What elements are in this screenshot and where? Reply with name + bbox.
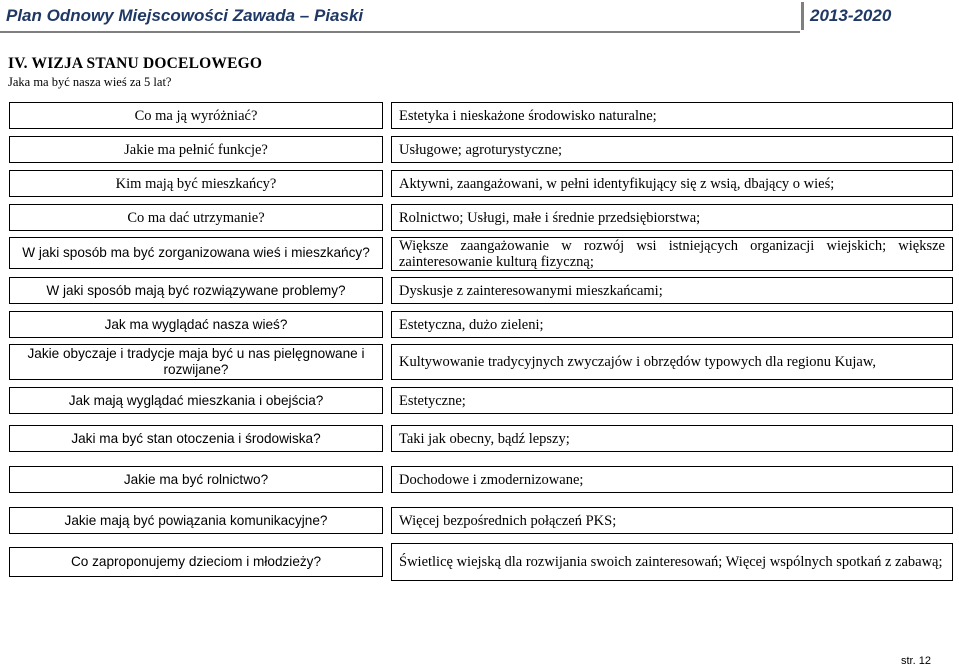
answer-box: Estetyczna, dużo zieleni;	[391, 311, 953, 338]
question-box: Jaki ma być stan otoczenia i środowiska?	[9, 425, 383, 452]
document-years: 2013-2020	[810, 6, 892, 25]
page-header	[0, 0, 959, 32]
answer-box: Świetlicę wiejską dla rozwijania swoich zainteresowań; Więcej wspólnych spotkań z zabawą;	[391, 543, 953, 581]
answer-box: Więcej bezpośrednich połączeń PKS;	[391, 507, 953, 534]
answer-box: Estetyczne;	[391, 387, 953, 414]
answer-box: Kultywowanie tradycyjnych zwyczajów i obrzędów typowych dla regionu Kujaw,	[391, 344, 953, 380]
answer-box: Dochodowe i zmodernizowane;	[391, 466, 953, 493]
question-box: W jaki sposób ma być zorganizowana wieś i mieszkańcy?	[9, 237, 383, 269]
answer-box: Taki jak obecny, bądź lepszy;	[391, 425, 953, 452]
question-box: Jakie ma być rolnictwo?	[9, 466, 383, 493]
question-box: Co ma dać utrzymanie?	[9, 204, 383, 231]
question-box: W jaki sposób mają być rozwiązywane problemy?	[9, 277, 383, 304]
question-box: Co zaproponujemy dzieciom i młodzieży?	[9, 547, 383, 577]
answer-box: Estetyka i nieskażone środowisko naturalne;	[391, 102, 953, 129]
question-box: Kim mają być mieszkańcy?	[9, 170, 383, 197]
answer-box: Aktywni, zaangażowani, w pełni identyfikujący się z wsią, dbający o wieś;	[391, 170, 953, 197]
answer-box: Rolnictwo; Usługi, małe i średnie przedsiębiorstwa;	[391, 204, 953, 231]
header-rule	[0, 31, 800, 33]
answer-box: Dyskusje z zainteresowanymi mieszkańcami;	[391, 277, 953, 304]
question-box: Jakie obyczaje i tradycje maja być u nas pielęgnowane i rozwijane?	[9, 344, 383, 380]
document-title: Plan Odnowy Miejscowości Zawada – Piaski	[6, 6, 364, 25]
section-heading: IV. WIZJA STANU DOCELOWEGO	[8, 55, 263, 72]
question-box: Jak ma wyglądać nasza wieś?	[9, 311, 383, 338]
answer-box: Usługowe; agroturystyczne;	[391, 136, 953, 163]
question-box: Jakie mają być powiązania komunikacyjne?	[9, 507, 383, 534]
question-box: Co ma ją wyróżniać?	[9, 102, 383, 129]
question-box: Jak mają wyglądać mieszkania i obejścia?	[9, 387, 383, 414]
header-divider	[801, 2, 804, 30]
page-number: str. 12	[901, 655, 931, 667]
answer-box: Większe zaangażowanie w rozwój wsi istniejących organizacji wiejskich; większe zainteresowanie kulturą fizyczną;	[391, 237, 953, 271]
section-subheading: Jaka ma być nasza wieś za 5 lat?	[8, 75, 172, 89]
question-box: Jakie ma pełnić funkcje?	[9, 136, 383, 163]
